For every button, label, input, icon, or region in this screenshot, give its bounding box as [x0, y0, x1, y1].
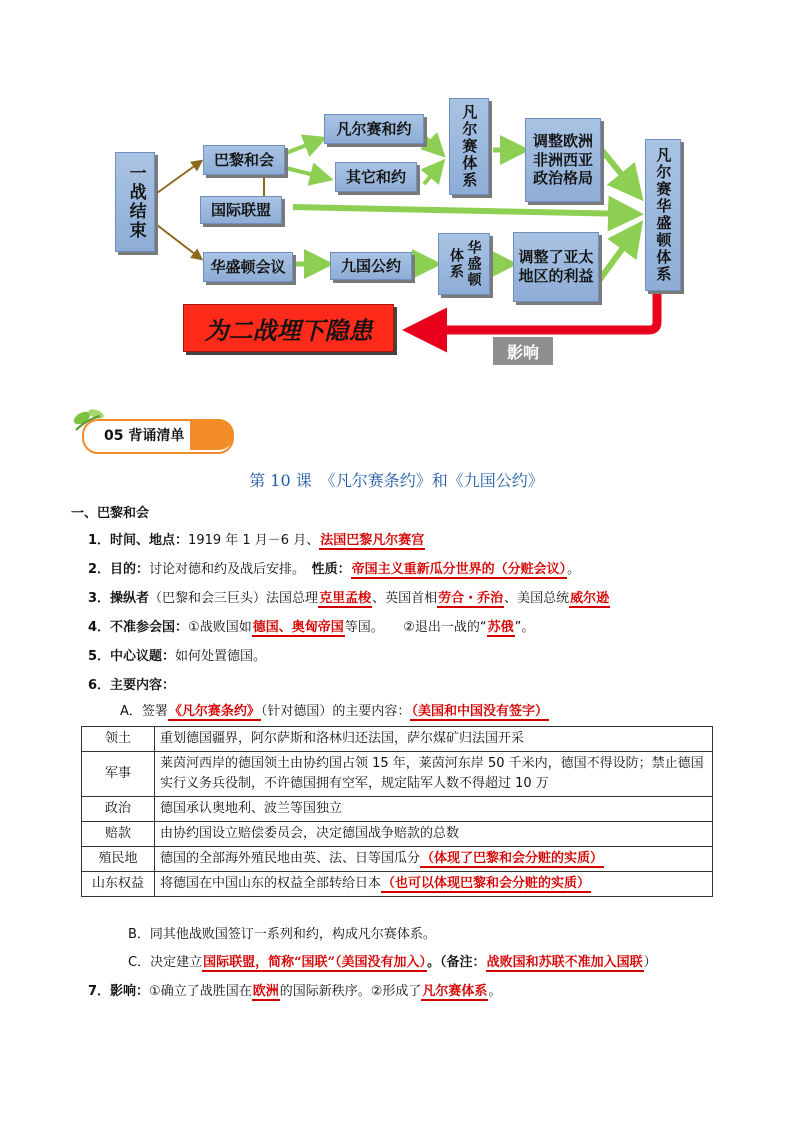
table-value: 德国的全部海外殖民地由英、法、日等国瓜分（体现了巴黎和会分赃的实质）	[155, 847, 713, 872]
item-6c: C．决定建立国际联盟，简称“国联”（美国没有加入）。（备注：战败国和苏联不准加入国联）	[128, 955, 657, 970]
box-adjust-asia: 调整了亚太地区的利益	[513, 232, 599, 302]
table-row	[82, 822, 713, 847]
item-6b: B．同其他战败国签订一系列和约，构成凡尔赛体系。	[128, 927, 436, 942]
table-value: 德国承认奥地利、波兰等国独立	[155, 797, 713, 822]
item-4: 4．不准参会国：①战败国如德国、奥匈帝国等国。 ②退出一战的“苏俄”。	[88, 620, 535, 635]
table-row	[82, 847, 713, 872]
table-key: 领土	[82, 727, 155, 752]
table-value: 重划德国疆界，阿尔萨斯和洛林归还法国，萨尔煤矿归法国开采	[155, 727, 713, 752]
section-badge-label: 05 背诵清单	[104, 428, 185, 444]
table-row	[82, 797, 713, 822]
box-other-treaties: 其它和约	[335, 162, 417, 192]
box-vw-system: 凡尔赛华盛顿体系	[645, 139, 681, 291]
item-5: 5．中心议题：如何处置德国。	[88, 649, 267, 664]
heading-paris: 一、巴黎和会	[71, 506, 150, 521]
box-versailles-system: 凡尔赛体系	[449, 98, 489, 195]
table-row	[82, 872, 713, 897]
box-war-end: 一战结束	[115, 152, 155, 252]
item-6a: A．签署《凡尔赛条约》（针对德国）的主要内容：（美国和中国没有签字）	[120, 704, 548, 719]
box-adjust-europe: 调整欧洲非洲西亚政治格局	[525, 118, 601, 202]
result-banner: 为二战埋下隐患	[183, 304, 394, 352]
lesson-title: 第 10 课 《凡尔赛条约》和《九国公约》	[249, 471, 544, 490]
table-key: 山东权益	[82, 872, 155, 897]
item-3: 3．操纵者（巴黎和会三巨头）法国总理克里孟梭、英国首相劳合・乔治、美国总统威尔逊	[88, 591, 610, 606]
box-washington-system: 华盛顿体系	[438, 233, 490, 295]
box-paris-conference: 巴黎和会	[203, 145, 285, 175]
item-1: 1．时间、地点：1919 年 1 月－6 月、法国巴黎凡尔赛宫	[88, 533, 425, 548]
box-versailles-treaty: 凡尔赛和约	[324, 114, 424, 144]
item-2: 2．目的：讨论对德和约及战后安排。 性质：帝国主义重新瓜分世界的（分赃会议）。	[88, 562, 581, 577]
versailles-content-table	[81, 726, 713, 897]
table-value: 由协约国设立赔偿委员会，决定德国战争赔款的总数	[155, 822, 713, 847]
table-row	[82, 727, 713, 752]
influence-label: 影响	[493, 337, 553, 365]
box-washington-conference: 华盛顿会议	[203, 252, 293, 282]
item-7: 7．影响：①确立了战胜国在欧洲的国际新秩序。②形成了凡尔赛体系。	[88, 984, 502, 999]
table-key: 殖民地	[82, 847, 155, 872]
table-value: 将德国在中国山东的权益全部转给日本（也可以体现巴黎和会分赃的实质）	[155, 872, 713, 897]
table-key: 政治	[82, 797, 155, 822]
table-key: 赔款	[82, 822, 155, 847]
table-row	[82, 752, 713, 797]
box-league: 国际联盟	[200, 196, 282, 224]
table-value: 莱茵河西岸的德国领土由协约国占领 15 年，莱茵河东岸 50 千米内，德国不得设防；禁止德国实行义务兵役制，不许德国拥有空军，规定陆军人数不得超过 10 万	[155, 752, 713, 797]
item-6: 6．主要内容：	[88, 678, 176, 693]
box-nine-power-treaty: 九国公约	[330, 252, 412, 280]
table-key: 军事	[82, 752, 155, 797]
